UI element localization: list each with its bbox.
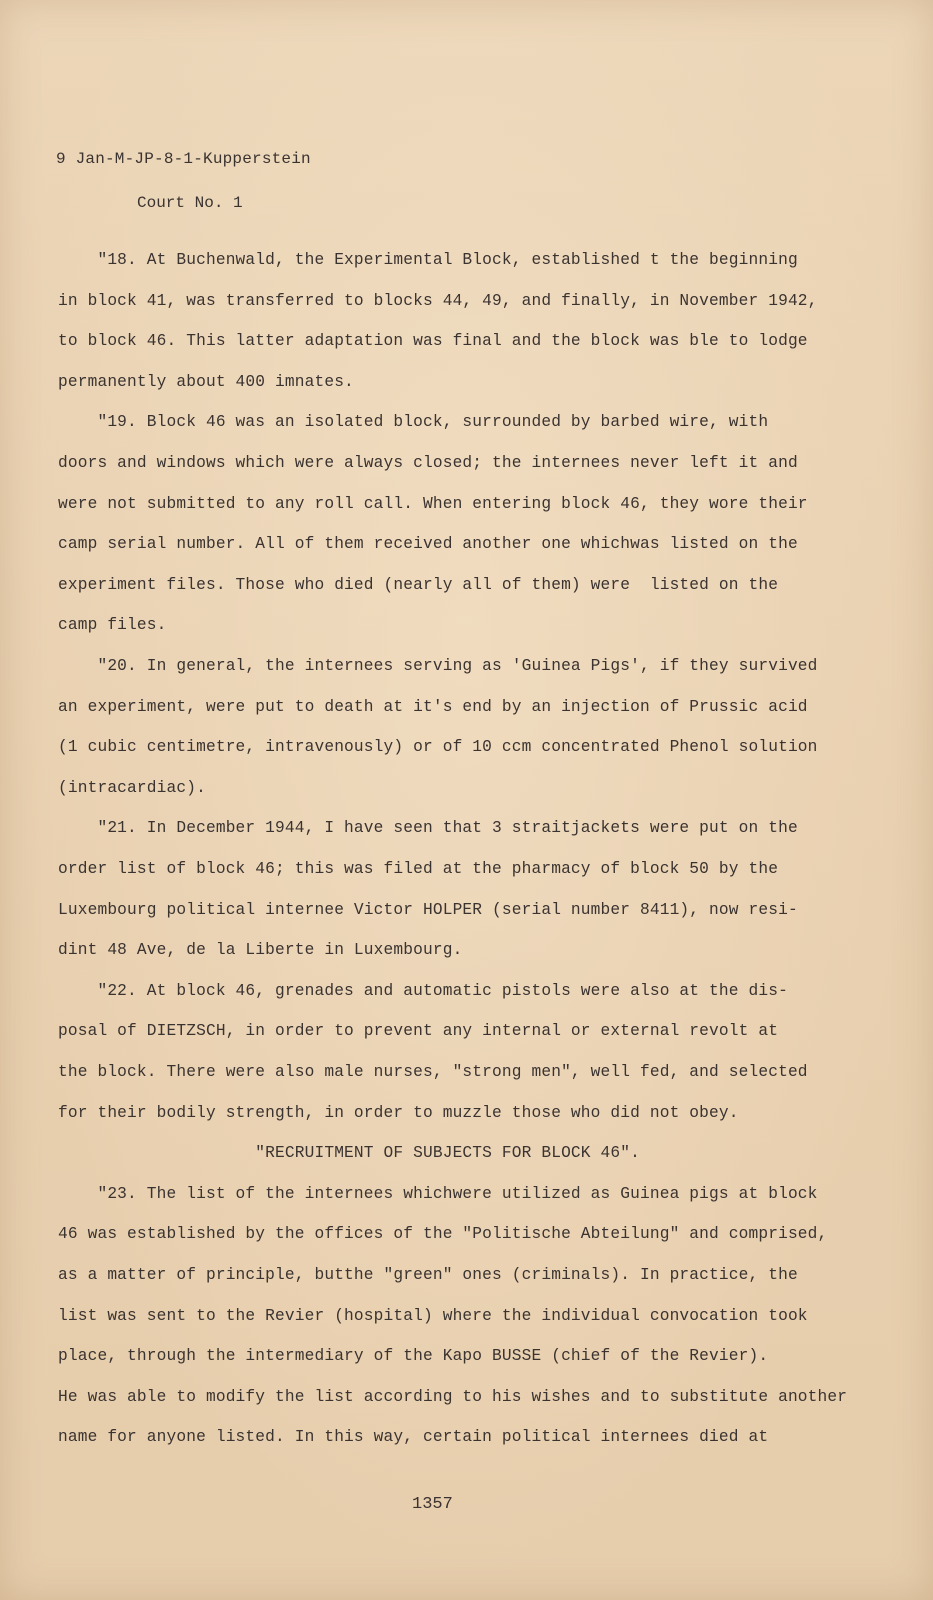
text-line: camp files. xyxy=(58,616,167,635)
text-line: dint 48 Ave, de la Liberte in Luxembourg. xyxy=(58,941,463,960)
text-line: "18. At Buchenwald, the Experimental Block, established t the beginning xyxy=(58,251,798,269)
text-line: doors and windows which were always closed; the internees never left it and xyxy=(58,454,798,472)
text-line: He was able to modify the list according to his wishes and to substitute another xyxy=(58,1387,848,1406)
text-line: place, through the intermediary of the Kapo BUSSE (chief of the Revier). xyxy=(58,1347,769,1366)
text-line: were not submitted to any roll call. When entering block 46, they wore their xyxy=(58,494,808,513)
text-line: for their bodily strength, in order to muzzle those who did not obey. xyxy=(58,1103,739,1122)
page-number: 1357 xyxy=(412,1495,453,1514)
text-line: an experiment, were put to death at it's end by an injection of Prussic acid xyxy=(58,697,808,716)
text-line: in block 41, was transferred to blocks 44, 49, and finally, in November 1942, xyxy=(58,291,818,310)
text-line: name for anyone listed. In this way, certain political internees died at xyxy=(58,1428,769,1447)
text-line: posal of DIETZSCH, in order to prevent any internal or external revolt at xyxy=(58,1022,779,1041)
text-line: "23. The list of the internees whichwere utilized as Guinea pigs at block xyxy=(58,1184,818,1203)
text-line: experiment files. Those who died (nearly all of them) were listed on the xyxy=(58,575,779,594)
text-line: (1 cubic centimetre, intravenously) or of 10 ccm concentrated Phenol solution xyxy=(58,738,818,757)
text-line: as a matter of principle, butthe "green" ones (criminals). In practice, the xyxy=(58,1266,798,1284)
text-line: Luxembourg political internee Victor HOLPER (serial number 8411), now resi- xyxy=(58,900,798,919)
text-line: to block 46. This latter adaptation was final and the block was ble to lodge xyxy=(58,332,808,351)
text-line: "19. Block 46 was an isolated block, surrounded by barbed wire, with xyxy=(58,413,769,432)
file-reference: 9 Jan-M-JP-8-1-Kupperstein xyxy=(56,150,311,168)
text-line: "RECRUITMENT OF SUBJECTS FOR BLOCK 46". xyxy=(58,1144,640,1163)
text-line: list was sent to the Revier (hospital) where the individual convocation took xyxy=(58,1306,808,1325)
text-line: order list of block 46; this was filed at the pharmacy of block 50 by the xyxy=(58,860,779,878)
text-line: permanently about 400 imnates. xyxy=(58,372,354,391)
text-line: 46 was established by the offices of the "Politische Abteilung" and comprised, xyxy=(58,1225,828,1244)
text-line: the block. There were also male nurses, "strong men", well fed, and selected xyxy=(58,1063,808,1081)
text-line: (intracardiac). xyxy=(58,778,206,797)
text-line: "21. In December 1944, I have seen that 3 straitjackets were put on the xyxy=(58,819,798,838)
court-number: Court No. 1 xyxy=(137,194,243,212)
text-line: "20. In general, the internees serving as 'Guinea Pigs', if they survived xyxy=(58,657,818,675)
text-line: camp serial number. All of them received another one whichwas listed on the xyxy=(58,535,798,554)
text-line: "22. At block 46, grenades and automatic pistols were also at the dis- xyxy=(58,981,788,1000)
